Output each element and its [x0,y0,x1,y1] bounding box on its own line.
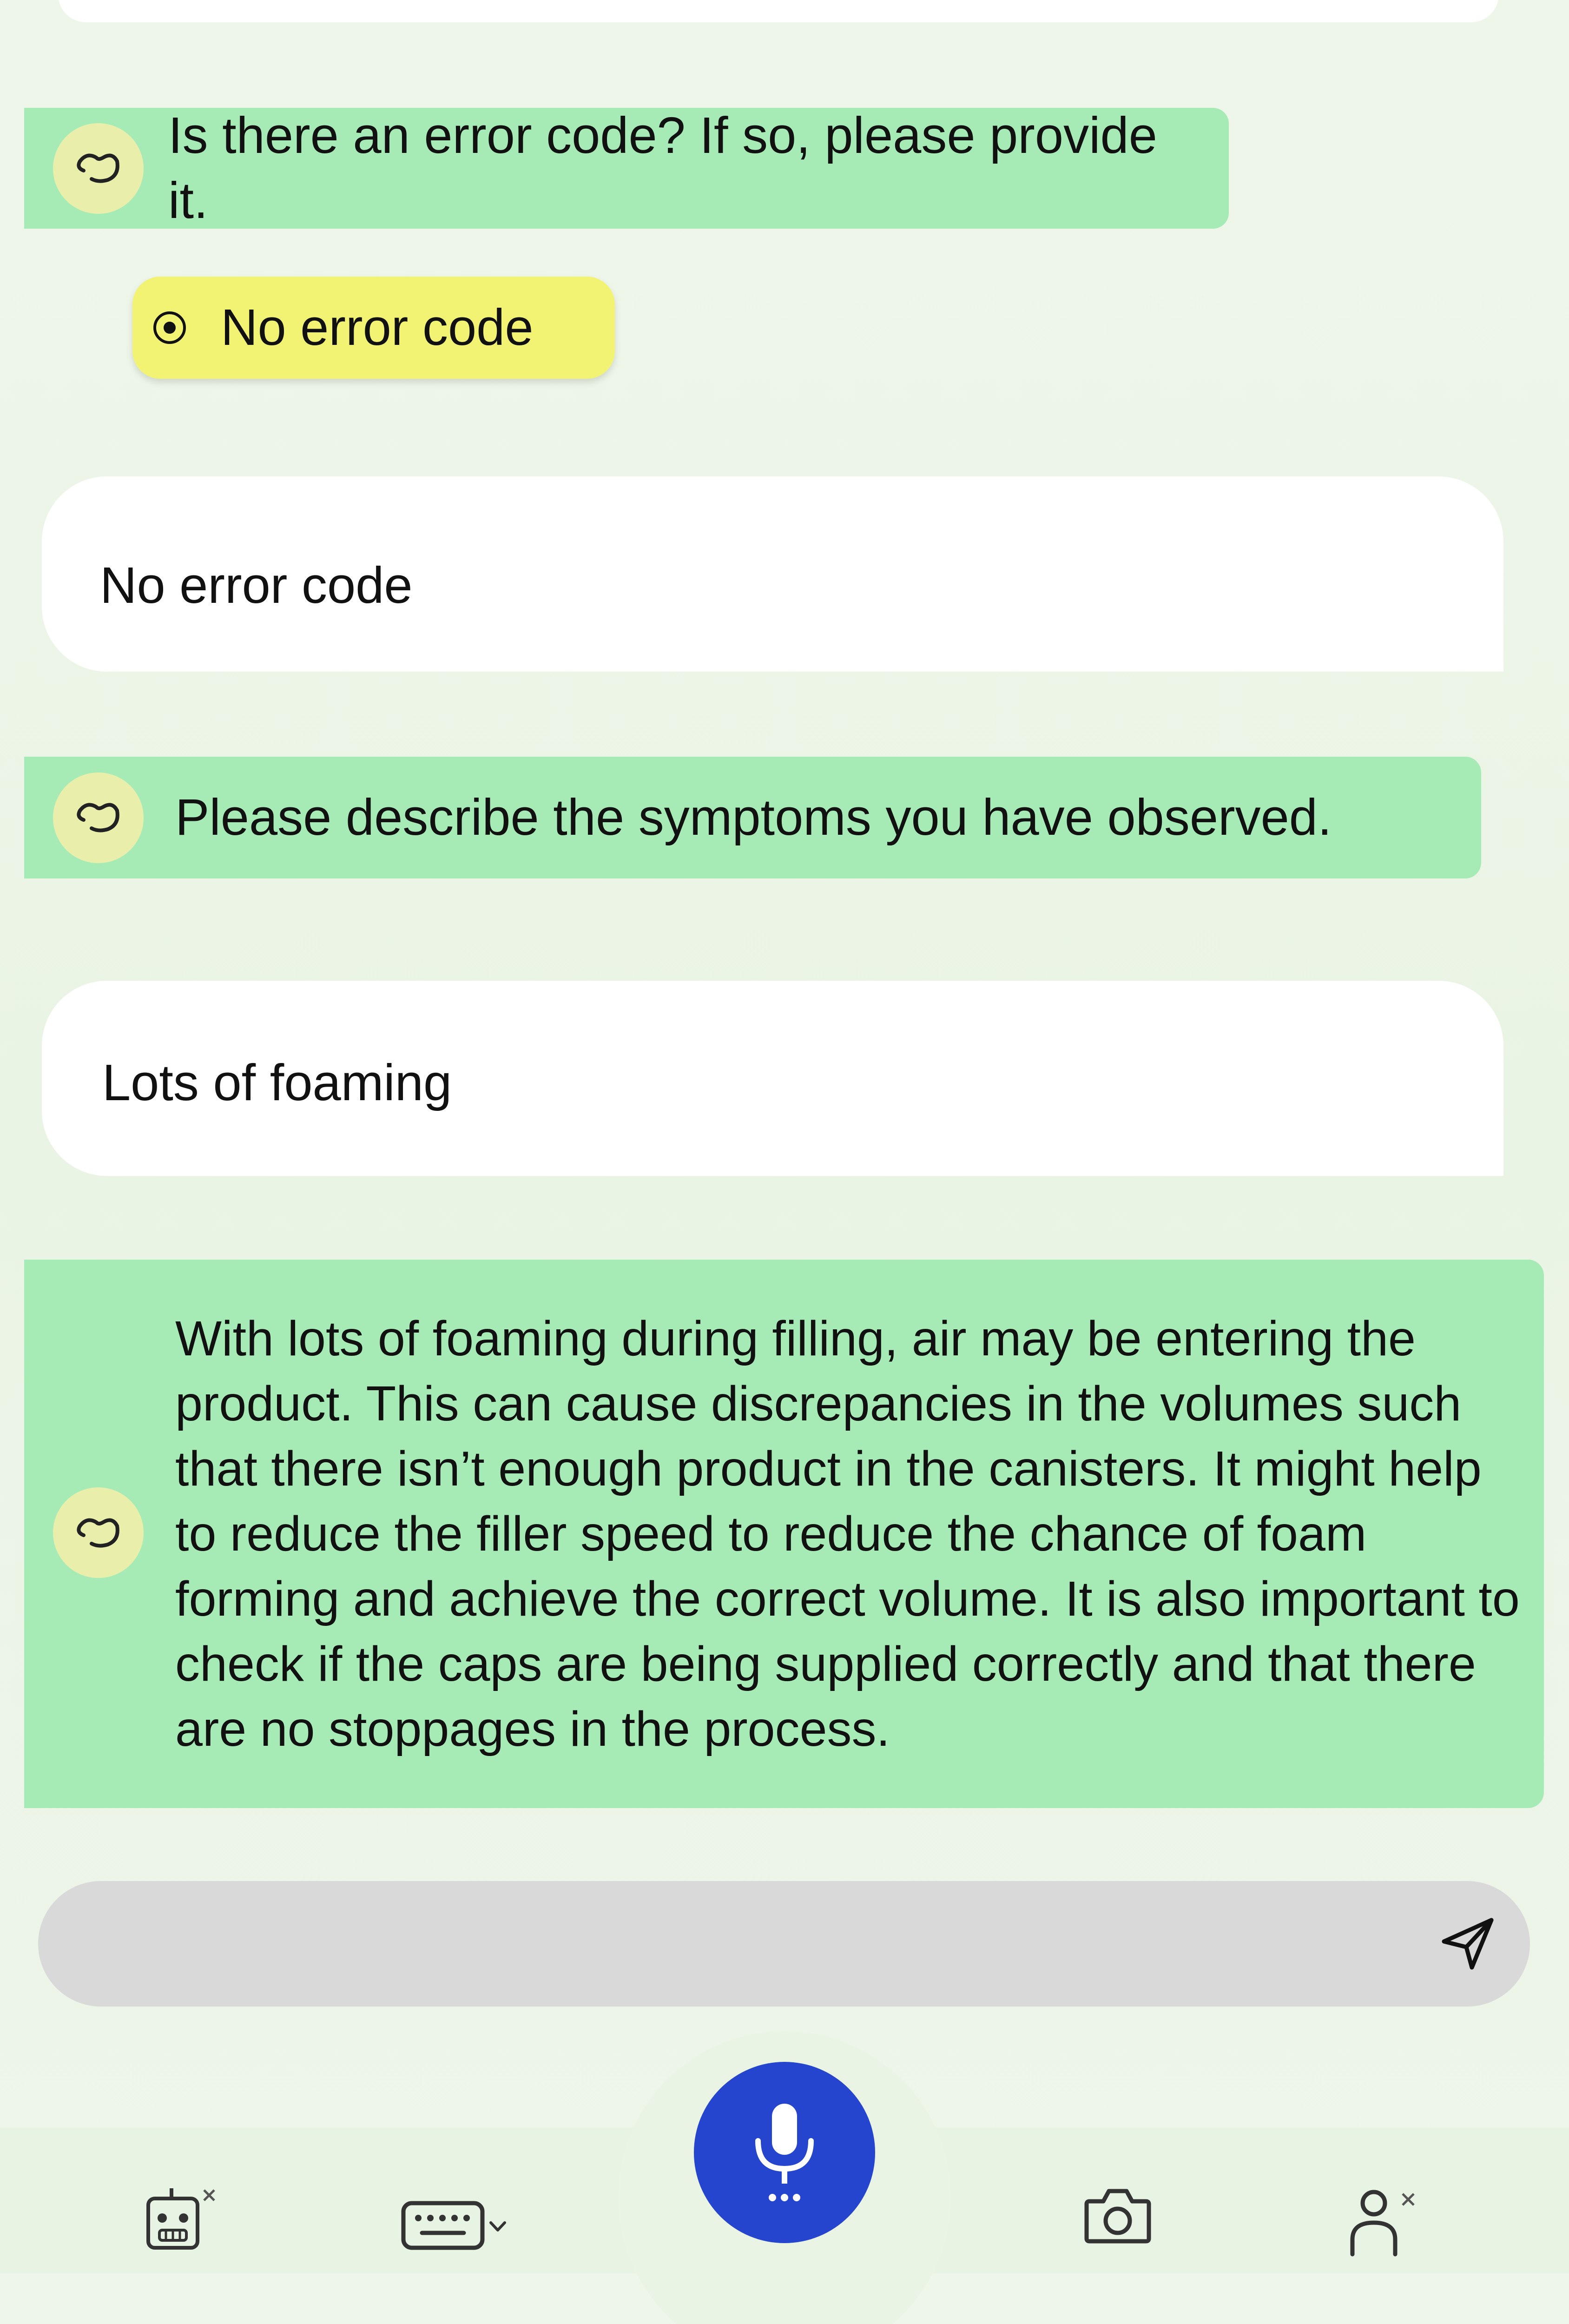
message-input[interactable] [38,1881,1530,2007]
bot-message [24,108,1229,229]
bot-avatar-icon [71,1512,126,1554]
bot-avatar [53,1487,144,1578]
bot-message-text: Is there an error code? If so, please provide it. [168,107,1157,229]
bot-message-text: Please describe the symptoms you have observed. [175,789,1332,846]
microphone-icon [745,2099,824,2206]
user-message [42,981,1503,1176]
user-message-text: No error code [100,557,413,614]
bot-avatar-icon [71,797,126,838]
bot-message [24,1260,1544,1808]
bot-message [24,757,1481,878]
bot-message-text: With lots of foaming during filling, air may be entering the product. This can cause discrepancies in the volumes such that there isn’t enough product in the canisters. It might help to reduce the filler speed to reduce the chance of foam forming and achieve the correct volume. It is also important to check if the caps are being supplied correctly and that there are no stoppages in the process. [175,1311,1520,1756]
send-icon[interactable] [1439,1915,1497,1973]
bot-avatar [53,772,144,863]
camera-icon[interactable] [1083,2185,1153,2245]
microphone-button[interactable] [694,2062,875,2243]
user-message-text: Lots of foaming [102,1054,452,1111]
keyboard-icon[interactable] [400,2199,511,2254]
radio-selected-icon [152,310,187,345]
user-message [42,476,1503,672]
user-icon[interactable] [1348,2185,1422,2259]
bot-avatar-icon [71,147,126,189]
quick-reply-label: No error code [221,299,534,356]
robot-icon[interactable] [142,2180,225,2254]
previous-message-bubble [58,0,1499,22]
quick-reply-option[interactable] [132,277,615,379]
bot-avatar [53,123,144,214]
